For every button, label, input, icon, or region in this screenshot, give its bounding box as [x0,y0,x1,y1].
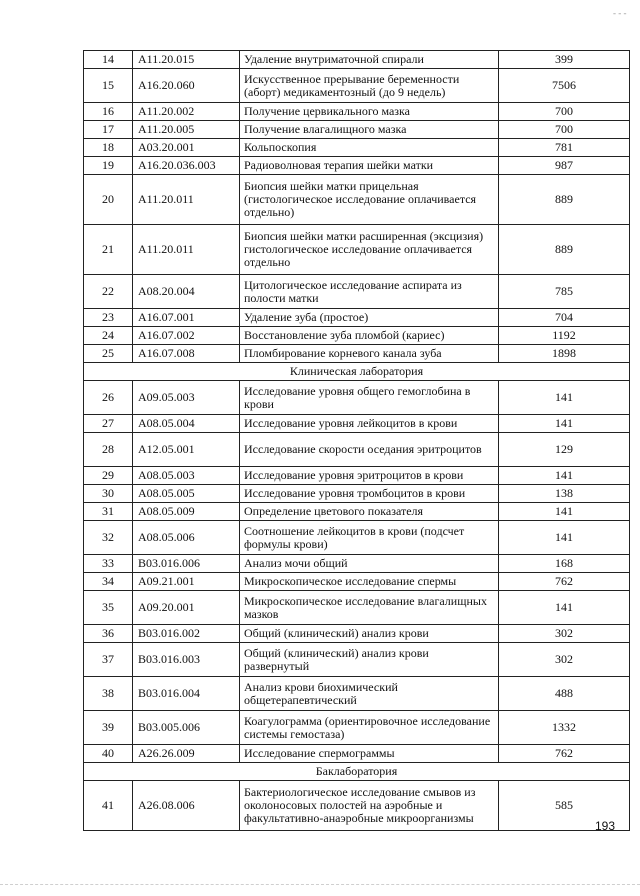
service-name: Получение влагалищного мазка [240,121,499,139]
table-row [84,415,630,433]
service-code: A16.07.008 [133,345,240,363]
service-price: 785 [499,275,630,309]
service-name: Исследование спермограммы [240,745,499,763]
service-code: A11.20.015 [133,51,240,69]
service-price: 138 [499,485,630,503]
service-name: Общий (клинический) анализ крови развернутый [240,643,499,677]
service-price: 141 [499,381,630,415]
service-price: 889 [499,225,630,275]
service-name: Цитологическое исследование аспирата из полости матки [240,275,499,309]
service-code: A16.20.036.003 [133,157,240,175]
service-code: A26.26.009 [133,745,240,763]
service-code: B03.016.006 [133,555,240,573]
table-row [84,69,630,103]
table-row [84,381,630,415]
service-code: A16.20.060 [133,69,240,103]
service-price: 700 [499,121,630,139]
section-header-row [84,363,630,381]
row-number: 28 [84,433,133,467]
service-name: Соотношение лейкоцитов в крови (подсчет формулы крови) [240,521,499,555]
table-row [84,175,630,225]
table-row [84,139,630,157]
service-price: 302 [499,643,630,677]
table-row [84,521,630,555]
table-row [84,225,630,275]
row-number: 23 [84,309,133,327]
service-code: A12.05.001 [133,433,240,467]
service-code: A08.20.004 [133,275,240,309]
service-price: 1332 [499,711,630,745]
row-number: 21 [84,225,133,275]
service-code: A11.20.005 [133,121,240,139]
row-number: 36 [84,625,133,643]
service-price: 585 [499,781,630,831]
service-code: B03.016.002 [133,625,240,643]
service-code: A08.05.003 [133,467,240,485]
row-number: 41 [84,781,133,831]
row-number: 29 [84,467,133,485]
service-price: 889 [499,175,630,225]
service-code: A16.07.001 [133,309,240,327]
service-code: A09.21.001 [133,573,240,591]
service-code: A26.08.006 [133,781,240,831]
table-row [84,309,630,327]
service-code: A09.20.001 [133,591,240,625]
row-number: 35 [84,591,133,625]
row-number: 15 [84,69,133,103]
row-number: 40 [84,745,133,763]
row-number: 22 [84,275,133,309]
table-row [84,591,630,625]
service-price: 781 [499,139,630,157]
service-name: Исследование скорости оседания эритроцитов [240,433,499,467]
service-price: 704 [499,309,630,327]
table-row [84,467,630,485]
row-number: 30 [84,485,133,503]
table-row [84,677,630,711]
service-name: Удаление внутриматочной спирали [240,51,499,69]
service-code: B03.005.006 [133,711,240,745]
service-price: 141 [499,467,630,485]
service-name: Пломбирование корневого канала зуба [240,345,499,363]
service-name: Исследование уровня лейкоцитов в крови [240,415,499,433]
table-row [84,711,630,745]
table-row [84,121,630,139]
service-name: Бактериологическое исследование смывов из околоносовых полостей на аэробные и факультативно-анаэробные микроорганизмы [240,781,499,831]
row-number: 27 [84,415,133,433]
page-number: 193 [595,819,616,833]
section-title: Баклаборатория [84,763,630,781]
service-price: 7506 [499,69,630,103]
row-number: 17 [84,121,133,139]
service-code: A11.20.011 [133,225,240,275]
service-name: Радиоволновая терапия шейки матки [240,157,499,175]
row-number: 25 [84,345,133,363]
table-row [84,781,630,831]
service-price: 1898 [499,345,630,363]
service-name: Определение цветового показателя [240,503,499,521]
row-number: 37 [84,643,133,677]
service-price: 141 [499,521,630,555]
service-price: 302 [499,625,630,643]
row-number: 34 [84,573,133,591]
table-row [84,625,630,643]
service-name: Исследование уровня тромбоцитов в крови [240,485,499,503]
service-name: Искусственное прерывание беременности (аборт) медикаментозный (до 9 недель) [240,69,499,103]
row-number: 26 [84,381,133,415]
service-name: Удаление зуба (простое) [240,309,499,327]
service-code: A11.20.011 [133,175,240,225]
service-code: A08.05.006 [133,521,240,555]
service-name: Биопсия шейки матки прицельная (гистологическое исследование оплачивается отдельно) [240,175,499,225]
table-row [84,745,630,763]
section-header-row [84,763,630,781]
table-row [84,555,630,573]
service-name: Анализ мочи общий [240,555,499,573]
service-name: Биопсия шейки матки расширенная (эксцизия) гистологическое исследование оплачивается отдельно [240,225,499,275]
service-name: Получение цервикального мазка [240,103,499,121]
row-number: 33 [84,555,133,573]
table-row [84,433,630,467]
service-price: 129 [499,433,630,467]
service-price: 987 [499,157,630,175]
table-row [84,51,630,69]
table-row [84,485,630,503]
service-code: B03.016.004 [133,677,240,711]
service-name: Коагулограмма (ориентировочное исследование системы гемостаза) [240,711,499,745]
row-number: 19 [84,157,133,175]
service-code: A16.07.002 [133,327,240,345]
service-price: 762 [499,573,630,591]
table-row [84,345,630,363]
service-price: 168 [499,555,630,573]
scan-edge-divider [0,884,640,885]
service-name: Анализ крови биохимический общетерапевтический [240,677,499,711]
service-code: A08.05.004 [133,415,240,433]
service-name: Общий (клинический) анализ крови [240,625,499,643]
service-price: 700 [499,103,630,121]
row-number: 24 [84,327,133,345]
table-row [84,157,630,175]
service-price: 488 [499,677,630,711]
service-price: 762 [499,745,630,763]
service-price: 141 [499,415,630,433]
service-name: Кольпоскопия [240,139,499,157]
table-body [84,51,630,831]
table-row [84,103,630,121]
price-list-table [83,50,630,831]
table-row [84,573,630,591]
service-name: Микроскопическое исследование влагалищных мазков [240,591,499,625]
service-price: 399 [499,51,630,69]
service-name: Восстановление зуба пломбой (кариес) [240,327,499,345]
service-name: Исследование уровня эритроцитов в крови [240,467,499,485]
service-code: A03.20.001 [133,139,240,157]
service-price: 141 [499,591,630,625]
row-number: 31 [84,503,133,521]
service-price: 141 [499,503,630,521]
table-row [84,275,630,309]
service-name: Исследование уровня общего гемоглобина в крови [240,381,499,415]
service-name: Микроскопическое исследование спермы [240,573,499,591]
table-row [84,327,630,345]
row-number: 16 [84,103,133,121]
service-code: A11.20.002 [133,103,240,121]
scan-marks: - - - [613,8,627,18]
table-row [84,503,630,521]
row-number: 32 [84,521,133,555]
service-code: A08.05.009 [133,503,240,521]
service-code: A09.05.003 [133,381,240,415]
row-number: 14 [84,51,133,69]
row-number: 18 [84,139,133,157]
service-price: 1192 [499,327,630,345]
row-number: 20 [84,175,133,225]
section-title: Клиническая лаборатория [84,363,630,381]
service-code: B03.016.003 [133,643,240,677]
row-number: 38 [84,677,133,711]
service-code: A08.05.005 [133,485,240,503]
table-row [84,643,630,677]
row-number: 39 [84,711,133,745]
